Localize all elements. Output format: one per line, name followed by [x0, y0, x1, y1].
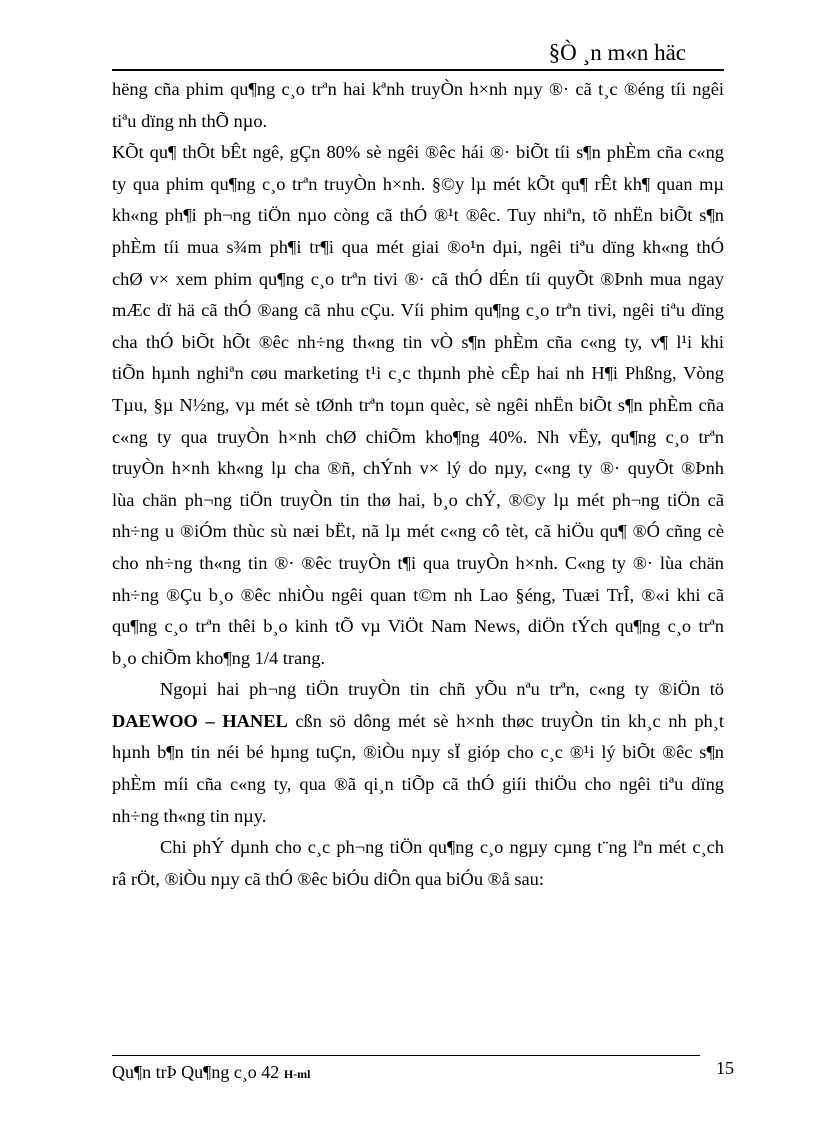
- footer-class-code: H-ml: [283, 1067, 311, 1081]
- text-line: qu¶ng c¸o trªn thêi b¸o kinh tÕ vµ ViÖt Nam News, diÖn tÝch qu¶ng c¸o trªn: [112, 616, 724, 637]
- header-title: §Ò ¸n m«n häc: [548, 40, 686, 65]
- text-line: Ngoµi hai ph¬ng tiÖn truyÒn tin chñ yÕu nªu trªn, c«ng ty ®iÖn tö: [160, 679, 724, 700]
- paragraph-4: [112, 832, 724, 895]
- text-line: nh÷ng th«ng tin nµy.: [112, 805, 267, 826]
- text-line: ty qua phim qu¶ng c¸o trªn truyÒn h×nh. §©y lµ mét kÕt qu¶ rÊt kh¶ quan mµ: [112, 173, 724, 194]
- text-line: cho nh÷ng th«ng tin ®· ®êc truyÒn t¶i qua truyÒn h×nh. C«ng ty ®· lùa chän: [112, 552, 724, 573]
- company-name: DAEWOO – HANEL: [112, 710, 288, 731]
- text-line: c«ng ty qua truyÒn h×nh chØ chiÕm kho¶ng 40%. Nh vËy, qu¶ng c¸o trªn: [112, 426, 724, 447]
- text-line: lùa chän ph¬ng tiÖn truyÒn tin thø hai, b¸o chÝ, ®©y lµ mét ph¬ng tiÖn cã: [112, 489, 724, 510]
- text-line: tiÕn hµnh nghiªn cøu marketing t¹i c¸c thµnh phè cÊp hai nh H¶i Phßng, Vòng: [112, 363, 724, 384]
- paragraph-3: [112, 674, 724, 832]
- page-number: 15: [716, 1058, 734, 1078]
- text-line: KÕt qu¶ thÕt bÊt ngê, gÇn 80% sè ngêi ®êc hái ®· biÕt tíi s¶n phÈm cña c«ng: [112, 142, 724, 163]
- text-line: nh÷ng ®Çu b¸o ®êc nhiÒu ngêi quan t©m nh Lao §éng, Tuæi TrÎ, ®«i khi cã: [112, 584, 724, 605]
- text-line: râ rÖt, ®iÒu nµy cã thÓ ®êc biÓu diÔn qua biÓu ®å sau:: [112, 868, 544, 889]
- document-body: [112, 74, 724, 895]
- text-line: mÆc dï hä cã thÓ ®ang cã nhu cÇu. Víi phim qu¶ng c¸o trªn tivi, ngêi tiªu dïng: [112, 300, 724, 321]
- footer-divider: [112, 1055, 700, 1056]
- text-line: b¸o chiÕm kho¶ng 1/4 trang.: [112, 647, 326, 668]
- page-header: [112, 38, 724, 72]
- text-line: Chi phÝ dµnh cho c¸c ph¬ng tiÖn qu¶ng c¸o ngµy cµng t¨ng lªn mét c¸ch: [160, 837, 724, 858]
- text-line: [112, 706, 724, 738]
- header-divider: [112, 69, 724, 71]
- text-line: nh÷ng u ®iÓm thùc sù næi bËt, nã lµ mét c«ng cô tèt, cã hiÖu qu¶ ®Ó cñng cè: [112, 521, 724, 542]
- footer-title: Qu¶n trÞ Qu¶ng c¸o 42: [112, 1062, 284, 1082]
- text-line: phÈm míi cña c«ng ty, qua ®ã qi¸n tiÕp cã thÓ giíi thiÖu cho ngêi tiªu dïng: [112, 774, 724, 795]
- text-line: Tµu, §µ N½ng, vµ mét sè tØnh trªn toµn quèc, sè ngêi nhËn biÕt s¶n phÈm cña: [112, 394, 724, 415]
- text-line: hµnh b¶n tin néi bé hµng tuÇn, ®iÒu nµy sÏ gióp cho c¸c ®¹i lý biÕt ®êc s¶n: [112, 742, 724, 763]
- text-line: cha thÓ biÕt hÕt ®êc nh÷ng th«ng tin vÒ s¶n phÈm cña c«ng ty, v¶ l¹i khi: [112, 331, 724, 352]
- text-line: chØ v× xem phim qu¶ng c¸o trªn tivi ®· cã thÓ dÉn tíi quyÕt ®Þnh mua ngay: [112, 268, 724, 289]
- text-line: truyÒn h×nh kh«ng lµ cha ®ñ, chÝnh v× lý do nµy, c«ng ty ®· quyÕt ®Þnh: [112, 458, 724, 479]
- text-line: kh«ng ph¶i ph¬ng tiÖn nµo còng cã thÓ ®¹t ®êc. Tuy nhiªn, tõ nhËn biÕt s¶n: [112, 205, 724, 226]
- paragraph-2: [112, 137, 724, 674]
- paragraph-1: [112, 74, 724, 137]
- text-line: tiªu dïng nh thÕ nµo.: [112, 110, 268, 131]
- text-line-rest: cßn sö dông mét sè h×nh thøc truyÒn tin kh¸c nh ph¸t: [287, 710, 724, 731]
- text-line: hëng cña phim qu¶ng c¸o trªn hai kªnh truyÒn h×nh nµy ®· cã t¸c ®éng tíi ngêi: [112, 79, 724, 99]
- text-line: phÈm tíi mua s¾m ph¶i tr¶i qua mét giai ®o¹n dµi, ngêi tiªu dïng kh«ng thÓ: [112, 236, 724, 257]
- footer-text: [112, 1062, 310, 1083]
